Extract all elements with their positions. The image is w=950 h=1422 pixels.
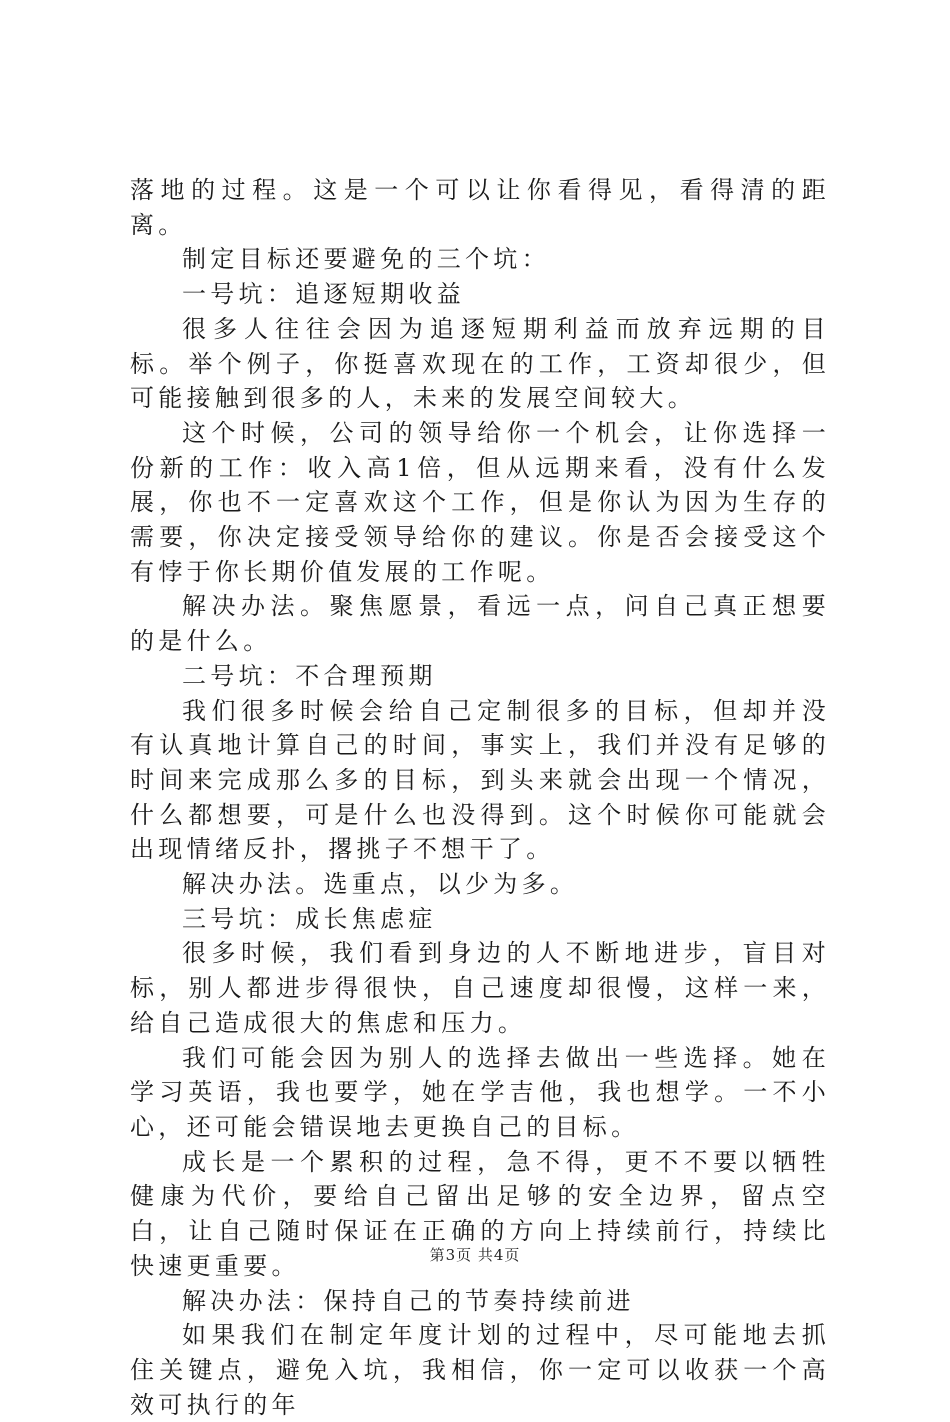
paragraph: 我们很多时候会给自己定制很多的目标，但却并没有认真地计算自己的时间，事实上，我们并没有足够的时间来完成那么多的目标，到头来就会出现一个情况，什么都想要，可是什么也没得到。这个时候你可能就会出现情绪反扑，撂挑子不想干了。 — [130, 696, 830, 864]
solution-2: 解决办法。选重点，以少为多。 — [182, 870, 579, 899]
paragraph: 我们可能会因为别人的选择去做出一些选择。她在学习英语，我也要学，她在学吉他，我也想学。一不小心，还可能会错误地去更换自己的目标。 — [130, 1043, 830, 1141]
paragraph: 这个时候，公司的领导给你一个机会，让你选择一份新的工作：收入高1倍，但从远期来看，没有什么发展，你也不一定喜欢这个工作，但是你认为因为生存的需要，你决定接受领导给你的建议。你是否会接受这个有悖于你长期价值发展的工作呢。 — [130, 418, 830, 586]
paragraph-continuation: 落地的过程。这是一个可以让你看得见，看得清的距离。 — [130, 176, 830, 239]
pit-3-heading: 三号坑：成长焦虑症 — [182, 904, 437, 933]
pit-2-heading: 二号坑：不合理预期 — [182, 661, 437, 690]
solution-1: 解决办法。聚焦愿景，看远一点，问自己真正想要的是什么。 — [130, 592, 830, 656]
solution-3: 解决办法：保持自己的节奏持续前进 — [182, 1286, 635, 1315]
paragraph-conclusion: 如果我们在制定年度计划的过程中，尽可能地去抓住关键点，避免入坑，我相信，你一定可以收获一个高效可执行的年 — [130, 1321, 830, 1419]
pit-1-heading: 一号坑：追逐短期收益 — [182, 280, 465, 309]
paragraph: 成长是一个累积的过程，急不得，更不不要以牺牲健康为代价，要给自己留出足够的安全边界，留点空白，让自己随时保证在正确的方向上持续前行，持续比快速更重要。 — [130, 1147, 830, 1280]
paragraph: 很多时候，我们看到身边的人不断地进步，盲目对标，别人都进步得很快，自己速度却很慢，这样一来，给自己造成很大的焦虑和压力。 — [130, 939, 830, 1037]
paragraph: 很多人往往会因为追逐短期利益而放弃远期的目标。举个例子，你挺喜欢现在的工作，工资却很少，但可能接触到很多的人，未来的发展空间较大。 — [130, 314, 830, 413]
page-number-footer: 第3页 共4页 — [429, 1246, 521, 1264]
paragraph-intro: 制定目标还要避免的三个坑： — [182, 245, 550, 274]
document-body — [130, 173, 830, 1422]
